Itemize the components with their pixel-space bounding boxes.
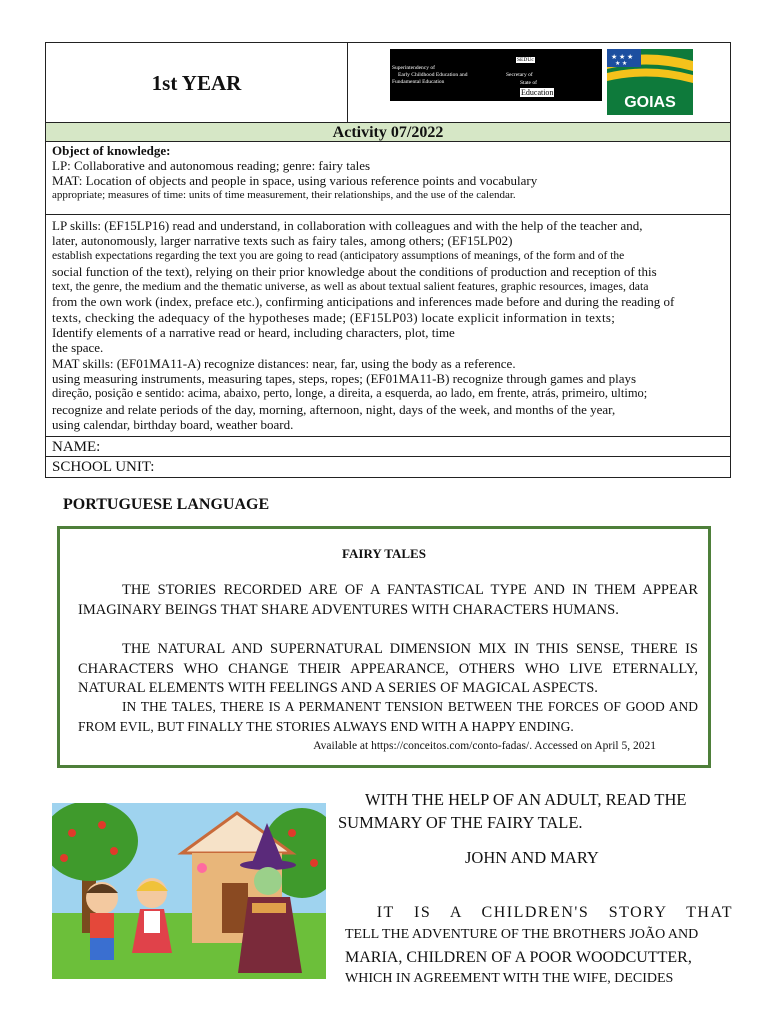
school-unit-row[interactable] <box>46 457 730 478</box>
logo-cell <box>348 43 732 123</box>
skills-line: establish expectations regarding the text you are going to read (anticipatory assumptions of meanings, of the form and of the <box>52 249 625 262</box>
skills-line: using measuring instruments, measuring tapes, steps, ropes; (EF01MA11-B) recognize through games and plays <box>52 370 637 386</box>
object-mat: MAT: Location of objects and people in space, using various reference points and vocabulary <box>52 173 538 188</box>
skills-line: LP skills: (EF15LP16) read and understand, in collaboration with colleagues and with the help of the teacher and, <box>52 218 643 233</box>
skills-line: Identify elements of a narrative read or heard, including characters, plot, time <box>52 325 455 341</box>
object-mat-continued: appropriate; measures of time: units of time measurement, their relationships, and the use of the calendar. <box>52 189 516 201</box>
object-lp: LP: Collaborative and autonomous reading; genre: fairy tales <box>52 158 371 173</box>
svg-text:★ ★: ★ ★ <box>615 61 628 67</box>
header-title-row <box>46 43 730 123</box>
skills-line: direção, posição e sentido: acima, abaixo, perto, longe, a direita, a esquerda, ao lado, em frente, atrás, primeiro, ultimo; <box>52 386 648 401</box>
school-unit-label: SCHOOL UNIT: <box>52 459 155 475</box>
skills-line: the space. <box>52 340 104 356</box>
hansel-gretel-illustration <box>52 803 326 979</box>
story-line: WHICH IN AGREEMENT WITH THE WIFE, DECIDES <box>345 971 674 986</box>
reading-instruction-1: WITH THE HELP OF AN ADULT, READ THE <box>365 790 687 809</box>
goias-state-logo <box>607 49 693 115</box>
object-title: Object of knowledge: <box>52 143 171 158</box>
reading-instruction-2: SUMMARY OF THE FAIRY TALE. <box>338 813 583 832</box>
skills-line: later, autonomously, larger narrative texts such as fairy tales, among others; (EF15LP02) <box>52 233 513 249</box>
fairy-tales-box <box>57 526 711 768</box>
skills-line: using calendar, birthday board, weather board. <box>52 416 294 432</box>
fairy-tales-title: FAIRY TALES <box>342 546 426 561</box>
fairy-tales-paragraph-2: THE NATURAL AND SUPERNATURAL DIMENSION MIX IN THIS SENSE, THERE IS CHARACTERS WHO CHANGE THEIR APPEARANCE, OTHERS WHO LIVE ETERNALLY, NATURAL ELEMENTS WITH FEELINGS AND A SERIES OF MAGICAL ASPECTS. <box>78 641 698 696</box>
story-line: IT IS A CHILDREN'S STORY THAT <box>376 904 733 921</box>
name-label: NAME: <box>52 439 101 455</box>
skills-line: MAT skills: (EF01MA11-A) recognize distances: near, far, using the body as a reference. <box>52 355 516 371</box>
skills-line: from the own work (index, preface etc.), confirming anticipations and inferences made before and during the reading of <box>52 294 675 310</box>
story-line: MARIA, CHILDREN OF A POOR WOODCUTTER, <box>345 949 692 966</box>
source-citation: Available at https://conceitos.com/conto-fadas/. Accessed on April 5, 2021 <box>313 740 656 752</box>
goias-wordmark: GOIAS <box>624 94 676 111</box>
name-row[interactable] <box>46 437 730 457</box>
header-table <box>45 42 731 478</box>
skills-line: social function of the text), relying on their prior knowledge about the conditions of production and reception of this <box>52 263 657 279</box>
skills-line: texts, checking the adequacy of the hypotheses made; (EF15LP03) locate explicit information in texts; <box>52 309 616 325</box>
seduc-logo: Superintendency of Early Childhood Education and Fundamental Education SEDUc Secretary of State of Education <box>390 49 602 101</box>
story-title: JOHN AND MARY <box>465 848 599 867</box>
svg-text:★ ★ ★: ★ ★ ★ <box>611 53 634 61</box>
story-line: TELL THE ADVENTURE OF THE BROTHERS JOÃO AND <box>345 927 699 942</box>
year-label: 1st YEAR <box>46 43 348 123</box>
section-heading: PORTUGUESE LANGUAGE <box>63 496 270 513</box>
fairy-tales-paragraph-3: IN THE TALES, THERE IS A PERMANENT TENSION BETWEEN THE FORCES OF GOOD AND FROM EVIL, BUT FINALLY THE STORIES ALWAYS END WITH A HAPPY ENDING. <box>78 699 698 734</box>
activity-title: Activity 07/2022 <box>46 123 730 142</box>
skills-block <box>46 215 730 437</box>
object-of-knowledge <box>46 142 730 215</box>
skills-line: text, the genre, the medium and the thematic universe, as well as about textual salient features, graphic resources, images, data <box>52 279 649 294</box>
skills-line: recognize and relate periods of the day, morning, afternoon, night, days of the week, and months of the year, <box>52 401 616 417</box>
fairy-tales-paragraph-1: THE STORIES RECORDED ARE OF A FANTASTICAL TYPE AND IN THEM APPEAR IMAGINARY BEINGS THAT SHARE ADVENTURES WITH CHARACTERS HUMANS. <box>78 582 698 618</box>
